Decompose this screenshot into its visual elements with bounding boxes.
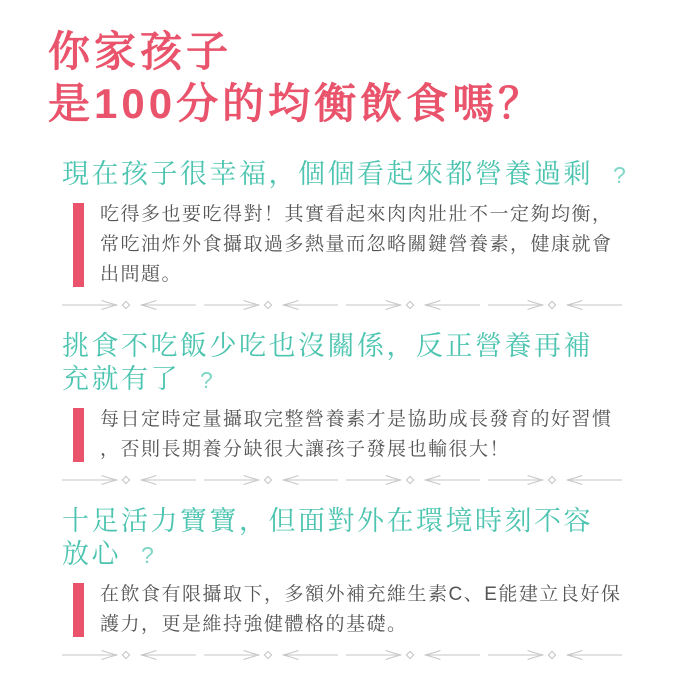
section-heading-text: 挑食不吃飯少吃也沒關係，反正營養再補 [62, 331, 593, 361]
page-title-line-1: 你家孩子 [48, 28, 233, 75]
arrow-divider-unit [346, 648, 480, 662]
body-line: 每日定時定量攝取完整營養素才是協助成長發育的好習慣 [100, 409, 613, 430]
section-heading-text: 放心 [62, 539, 121, 569]
arrow-divider-unit [488, 648, 622, 662]
section-heading-text: 現在孩子很幸福，個個看起來都營養過剩 [62, 159, 593, 189]
body-line: 出問題。 [100, 264, 183, 285]
arrow-divider [62, 648, 622, 662]
section-heading-line [62, 363, 642, 397]
accent-bar [73, 583, 84, 637]
section-heading-line [62, 538, 642, 572]
arrow-divider-unit [204, 473, 338, 487]
question-mark: ? [613, 162, 626, 188]
section-overfed-kids [48, 158, 642, 312]
arrow-divider-unit [346, 298, 480, 312]
section-heading-line [62, 505, 642, 538]
question-mark: ? [200, 367, 213, 393]
section-body [73, 580, 642, 640]
body-line: 護力，更是維持強健體格的基礎。 [100, 614, 408, 635]
section-body-text [100, 200, 613, 290]
section-body-text [100, 405, 613, 465]
page-title-line-2: 是100分的均衡飲食嗎？ [48, 80, 545, 127]
body-line: 在飲食有限攝取下，多額外補充維生素C、E能建立良好保 [100, 584, 622, 605]
section-heading-line [62, 158, 642, 192]
section-body [73, 405, 642, 465]
section-heading-text: 十足活力寶寶，但面對外在環境時刻不容 [62, 506, 593, 536]
question-mark: ? [141, 542, 154, 568]
accent-bar [73, 203, 84, 287]
section-outside-environment [48, 505, 642, 662]
arrow-divider-unit [62, 298, 196, 312]
arrow-divider-unit [488, 473, 622, 487]
arrow-divider-unit [346, 473, 480, 487]
arrow-divider-unit [204, 298, 338, 312]
section-picky-eater [48, 330, 642, 487]
body-line: ，否則長期養分缺很大讓孩子發展也輸很大！ [100, 439, 511, 460]
page-title [48, 26, 642, 130]
section-heading-line [62, 330, 642, 363]
section-heading [48, 158, 642, 192]
section-heading [48, 505, 642, 572]
arrow-divider-unit [62, 648, 196, 662]
arrow-divider [62, 298, 622, 312]
body-line: 常吃油炸外食攝取過多熱量而忽略關鍵營養素，健康就會 [100, 234, 613, 255]
arrow-divider-unit [204, 648, 338, 662]
accent-bar [73, 408, 84, 462]
section-heading [48, 330, 642, 397]
arrow-divider-unit [488, 298, 622, 312]
section-heading-text: 充就有了 [62, 364, 180, 394]
body-line: 吃得多也要吃得對！其實看起來肉肉壯壯不一定夠均衡， [100, 204, 613, 225]
section-body-text [100, 580, 621, 640]
section-body [73, 200, 642, 290]
arrow-divider [62, 473, 622, 487]
arrow-divider-unit [62, 473, 196, 487]
